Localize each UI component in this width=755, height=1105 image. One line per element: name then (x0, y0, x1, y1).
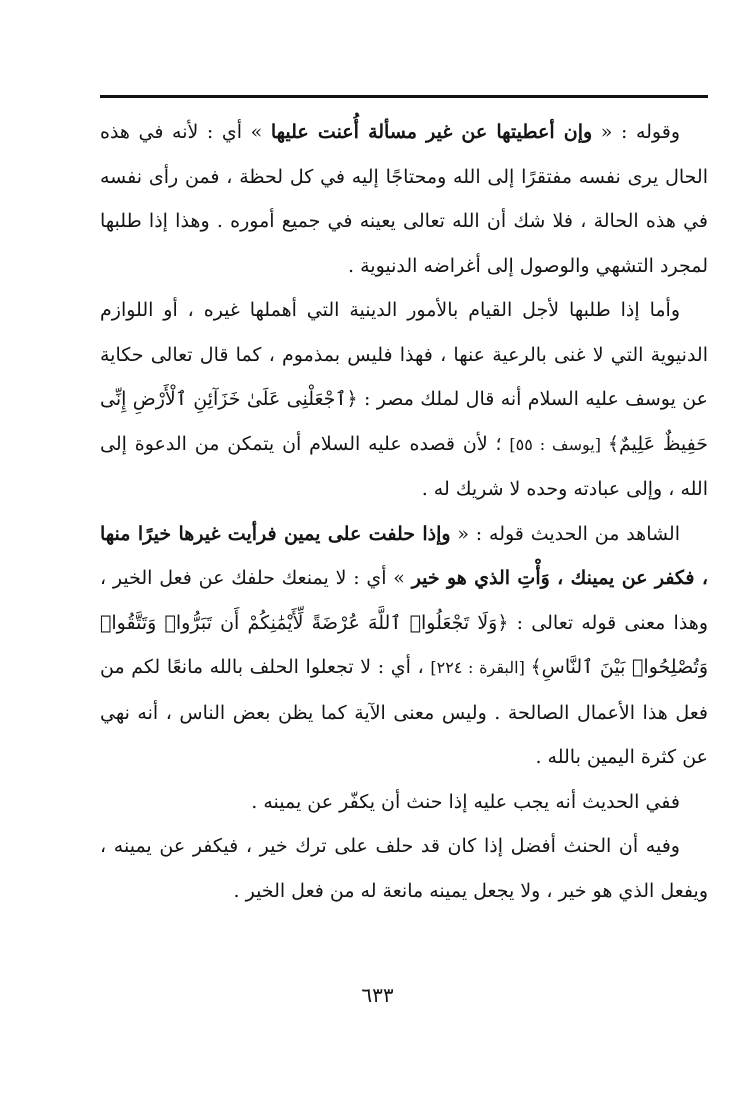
verse-reference: [البقرة : ٢٢٤] (430, 658, 531, 677)
text-run: ؛ لأن قصده عليه السلام أن يتمكن من الدعوة إلى الله ، وإلى عبادته وحده لا شريك له . (100, 432, 708, 500)
verse-reference: [يوسف : ٥٥] (509, 434, 608, 454)
text-run: وأما إذا طلبها لأجل القيام بالأمور الدينية التي أهملها غيره ، أو اللوازم الدنيوية التي لا غنى بالرعية عنها ، فهذا فليس بمذموم ، كما قال تعالى حكاية عن يوسف عليه السلام أنه قال لملك مصر : (100, 299, 708, 410)
text-run: » أي : لا يمنعك حلفك عن فعل الخير ، وهذا معنى قوله تعالى : (100, 567, 708, 634)
text-run: » أي : لأنه في هذه الحال يرى نفسه مفتقرًا إلى الله ومحتاجًا إليه في كل لحظة ، فمن رأى نفسه في هذه الحالة ، فلا شك أن الله تعالى يعينه في جميع أموره . وهذا إذا طلبها لمجرد التشهي والوصول إلى أغراضه الدنيوية . (100, 121, 708, 277)
text-run: ففي الحديث أنه يجب عليه إذا حنث أن يكفّر عن يمينه . (251, 790, 680, 813)
text-run: وقوله : « (592, 121, 680, 143)
page-number: ٦٣٣ (361, 983, 394, 1007)
hadith-quote: وإن أعطيتها عن غير مسألة أُعنت عليها (270, 121, 593, 143)
body-text (100, 110, 708, 913)
paragraph-breaking-oath (100, 824, 708, 913)
paragraph-expiation (100, 780, 708, 825)
text-run: الشاهد من الحديث قوله : « (450, 522, 680, 545)
paragraph-oath (100, 512, 708, 780)
paragraph-yusuf (100, 288, 708, 512)
header-rule (100, 95, 708, 98)
quran-verse: ﴿وَلَا تَجْعَلُوا۟ ٱللَّهَ عُرْضَةً لِّأَيْمَٰنِكُمْ أَن تَبَرُّوا۟ وَتَتَّقُوا۟ وَتُصْلِحُوا۟ بَيْنَ ٱلنَّاسِ﴾ (100, 611, 709, 678)
hadith-quote: وإذا حلفت على يمين فرأيت غيرها خيرًا منها ، فكفر عن يمينك ، وَأْتِ الذي هو خير (100, 522, 708, 589)
text-run: وفيه أن الحنث أفضل إذا كان قد حلف على ترك خير ، فيكفر عن يمينه ، ويفعل الذي هو خير ، ولا يجعل يمينه مانعة له من فعل الخير . (100, 835, 708, 902)
text-run: ، أي : لا تجعلوا الحلف بالله مانعًا لكم من فعل هذا الأعمال الصالحة . وليس معنى الآية كما يظن بعض الناس ، أنه نهي عن كثرة اليمين بالله . (100, 656, 708, 768)
paragraph-explanation (100, 110, 708, 288)
quran-verse: ﴿ٱجْعَلْنِى عَلَىٰ خَزَآئِنِ ٱلْأَرْضِ إِنِّى حَفِيظٌ عَلِيمٌ﴾ (100, 388, 709, 455)
